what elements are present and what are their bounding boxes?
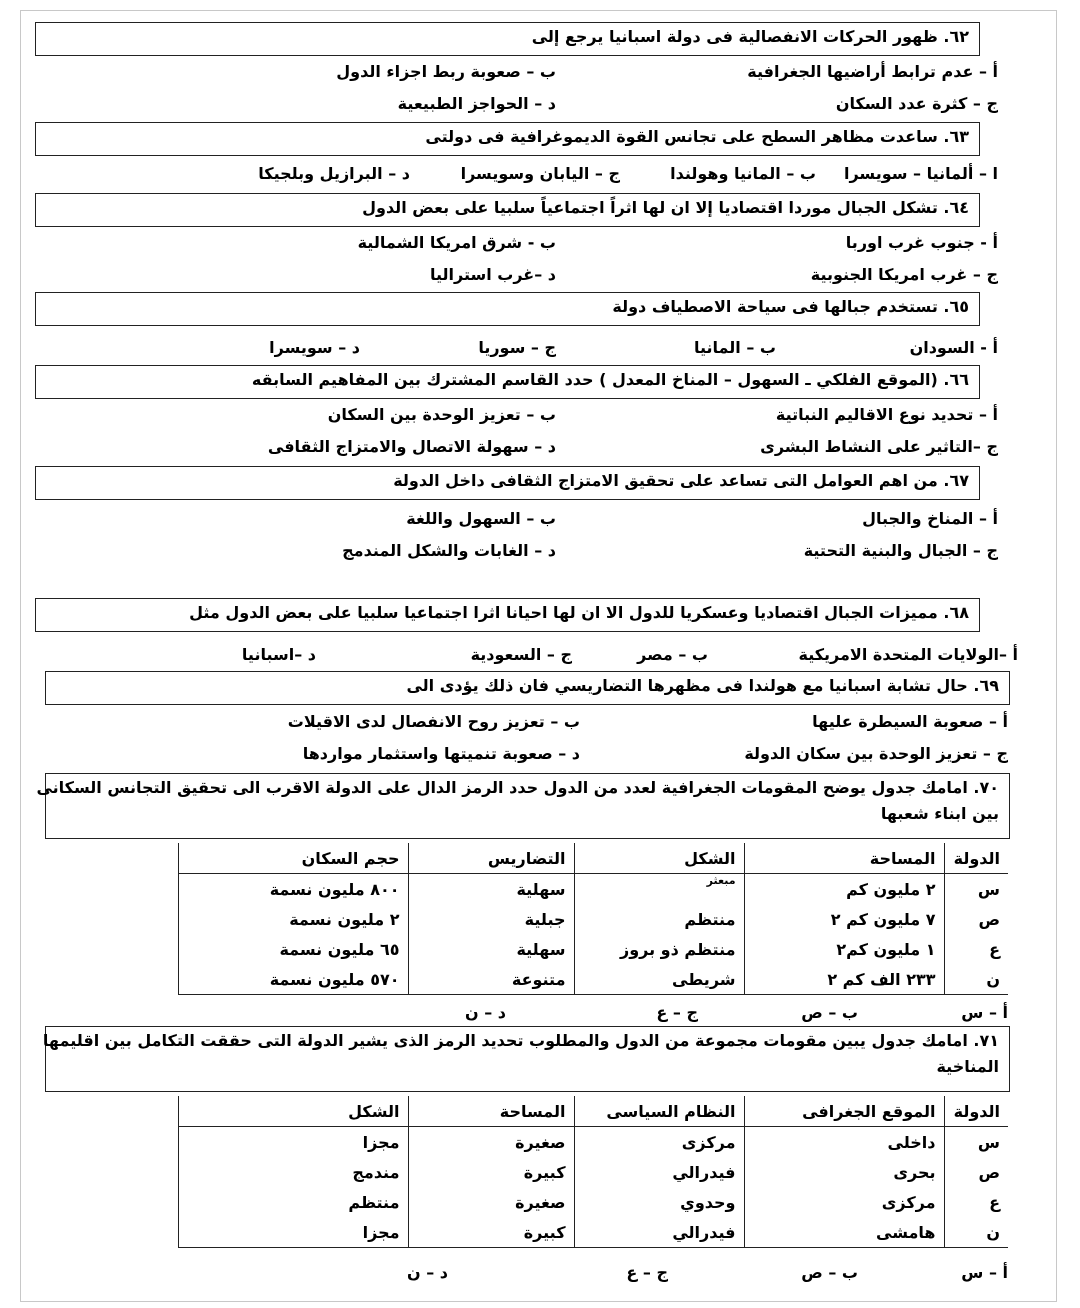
q65-option-c[interactable]: ج – سوريا <box>478 338 556 357</box>
table-cell: صغيرة <box>408 1187 574 1217</box>
table-cell: صغيرة <box>408 1127 574 1158</box>
table-cell: ٥٧٠ مليون نسمة <box>178 964 408 995</box>
q62-option-d[interactable]: د – الحواجز الطبيعية <box>397 94 556 113</box>
table-cell: ع <box>944 934 1008 964</box>
question-63-stem: ٦٣. ساعدت مظاهر السطح على تجانس القوة الديموغرافية فى دولتى <box>35 122 980 156</box>
q65-option-a[interactable]: أ - السودان <box>909 338 998 357</box>
q66-option-b[interactable]: ب – تعزيز الوحدة بين السكان <box>327 405 556 424</box>
q71-header-area: المساحة <box>408 1096 574 1127</box>
q71-header-location: الموقع الجغرافى <box>744 1096 944 1127</box>
q66-option-d[interactable]: د – سهولة الاتصال والامتزاج الثقافى <box>267 437 556 456</box>
q70-header-shape: الشكل <box>574 843 744 874</box>
q70-option-c[interactable]: ج – ع <box>656 1003 698 1022</box>
table-cell: ٨٠٠ مليون نسمة <box>178 874 408 905</box>
q67-option-b[interactable]: ب – السهول واللغة <box>406 509 556 528</box>
table-cell: منتظم <box>178 1187 408 1217</box>
q68-option-b[interactable]: ب – مصر <box>637 645 708 664</box>
table-cell: سهلية <box>408 874 574 905</box>
q68-option-a[interactable]: أ –الولايات المتحدة الامريكية <box>798 645 1018 664</box>
table-row <box>178 1187 1008 1217</box>
q71-option-c[interactable]: ج – ع <box>626 1263 668 1282</box>
table-cell: مجزا <box>178 1217 408 1248</box>
q66-option-c[interactable]: ج –التاثير على النشاط البشرى <box>760 437 998 456</box>
q65-option-d[interactable]: د – سويسرا <box>269 338 360 357</box>
table-cell: ١ مليون كم٢ <box>744 934 944 964</box>
q62-option-b[interactable]: ب – صعوبة ربط اجزاء الدول <box>336 62 556 81</box>
table-cell: ص <box>944 1157 1008 1187</box>
table-cell: مجزا <box>178 1127 408 1158</box>
q70-table <box>178 843 1008 995</box>
table-cell: داخلى <box>744 1127 944 1158</box>
q67-option-a[interactable]: أ – المناخ والجبال <box>862 509 998 528</box>
question-67-stem: ٦٧. من اهم العوامل التى تساعد على تحقيق الامتزاج الثقافى داخل الدولة <box>35 466 980 500</box>
q70-option-d[interactable]: د – ن <box>464 1003 506 1022</box>
q70-header-population: حجم السكان <box>178 843 408 874</box>
table-cell: ٢٣٣ الف كم ٢ <box>744 964 944 995</box>
q64-option-d[interactable]: د –غرب استراليا <box>429 265 556 284</box>
table-row <box>178 1217 1008 1248</box>
q69-option-d[interactable]: د – صعوبة تنميتها واستثمار مواردها <box>302 744 580 763</box>
table-cell: س <box>944 1127 1008 1158</box>
question-65-stem: ٦٥. تستخدم جبالها فى سياحة الاصطياف دولة <box>35 292 980 326</box>
q67-option-d[interactable]: د – الغابات والشكل المندمج <box>342 541 556 560</box>
q70-option-a[interactable]: أ – س <box>961 1003 1008 1022</box>
q63-option-b[interactable]: ب – المانيا وهولندا <box>670 164 816 183</box>
table-cell: مركزى <box>574 1127 744 1158</box>
q71-option-b[interactable]: ب – ص <box>801 1263 858 1282</box>
q64-option-c[interactable]: ج – غرب امريكا الجنوبية <box>810 265 998 284</box>
q71-table <box>178 1096 1008 1248</box>
q64-option-a[interactable]: أ - جنوب غرب اوربا <box>845 233 998 252</box>
q70-header-country: الدولة <box>944 843 1008 874</box>
table-row <box>178 1157 1008 1187</box>
q70-header-relief: التضاريس <box>408 843 574 874</box>
table-cell: فيدرالي <box>574 1217 744 1248</box>
question-70-stem-line1: ٧٠. امامك جدول يوضح المقومات الجغرافية لعدد من الدول حدد الرمز الدال على الدولة الاقرب الى تحقيق التجانس السكانى <box>36 778 999 797</box>
question-66-stem: ٦٦. (الموقع الفلكي ـ السهول – المناخ المعدل ) حدد القاسم المشترك بين المفاهيم السابقه <box>35 365 980 399</box>
q62-option-a[interactable]: أ – عدم ترابط أراضيها الجغرافية <box>747 62 998 81</box>
q66-option-a[interactable]: أ – تحديد نوع الاقاليم النباتية <box>775 405 998 424</box>
q71-header-political-system: النظام السياسى <box>574 1096 744 1127</box>
question-62-stem: ٦٢. ظهور الحركات الانفصالية فى دولة اسبانيا يرجع إلى <box>35 22 980 56</box>
table-cell: فيدرالي <box>574 1157 744 1187</box>
q71-header-country: الدولة <box>944 1096 1008 1127</box>
table-cell: ٢ مليون نسمة <box>178 904 408 934</box>
table-cell: بحرى <box>744 1157 944 1187</box>
q65-option-b[interactable]: ب – المانيا <box>694 338 776 357</box>
table-cell: س <box>944 874 1008 905</box>
q69-option-c[interactable]: ج – تعزيز الوحدة بين سكان الدولة <box>744 744 1008 763</box>
q71-option-d[interactable]: د – ن <box>406 1263 448 1282</box>
question-70-stem-line2: بين ابناء شعبها <box>880 804 999 823</box>
q68-option-c[interactable]: ج – السعودية <box>470 645 572 664</box>
q70-option-b[interactable]: ب – ص <box>801 1003 858 1022</box>
table-cell: ن <box>944 1217 1008 1248</box>
table-cell: ٢ مليون كم <box>744 874 944 905</box>
table-cell: مركزى <box>744 1187 944 1217</box>
question-71-stem-line1: ٧١. امامك جدول يبين مقومات مجموعة من الدول والمطلوب تحديد الرمز الذى يشير الدولة التى حققت التكامل بين اقليمها <box>42 1031 999 1050</box>
q68-option-d[interactable]: د –اسبانيا <box>241 645 316 664</box>
q67-option-c[interactable]: ج – الجبال والبنية التحتية <box>803 541 998 560</box>
table-row <box>178 964 1008 995</box>
question-68-stem: ٦٨. مميزات الجبال اقتصاديا وعسكريا للدول الا ان لها احيانا اثرا اجتماعيا سلبيا على بعض الدول مثل <box>35 598 980 632</box>
q64-option-b[interactable]: ب - شرق امريكا الشمالية <box>357 233 556 252</box>
table-cell: جبلية <box>408 904 574 934</box>
table-cell: وحدوي <box>574 1187 744 1217</box>
table-row <box>178 904 1008 934</box>
q63-option-d[interactable]: د – البرازيل وبلجيكا <box>258 164 410 183</box>
question-64-stem: ٦٤. تشكل الجبال موردا اقتصاديا إلا ان لها اثراً اجتماعياً سلبيا على بعض الدول <box>35 193 980 227</box>
question-70-stem <box>36 773 1010 839</box>
table-cell: ٦٥ مليون نسمة <box>178 934 408 964</box>
question-69-stem: ٦٩. حال تشابة اسبانيا مع هولندا فى مظهرها التضاريسي فان ذلك يؤدى الى <box>45 671 1010 705</box>
q62-option-c[interactable]: ج – كثرة عدد السكان <box>835 94 998 113</box>
q63-option-c[interactable]: ج – اليابان وسويسرا <box>460 164 620 183</box>
q69-option-b[interactable]: ب – تعزيز روح الانفصال لدى الاقيلات <box>287 712 580 731</box>
q69-option-a[interactable]: أ – صعوبة السيطرة عليها <box>812 712 1008 731</box>
table-cell: متنوعة <box>408 964 574 995</box>
table-row <box>178 1127 1008 1158</box>
table-cell: كبيرة <box>408 1217 574 1248</box>
table-cell: كبيرة <box>408 1157 574 1187</box>
question-71-stem-line2: المناخية <box>936 1057 999 1076</box>
table-cell: منتظم <box>574 904 744 934</box>
q71-header-shape: الشكل <box>178 1096 408 1127</box>
table-row <box>178 934 1008 964</box>
table-cell: منتظم ذو بروز <box>574 934 744 964</box>
table-cell: ع <box>944 1187 1008 1217</box>
question-71-stem <box>42 1026 1010 1092</box>
table-cell: شريطى <box>574 964 744 995</box>
table-cell: ن <box>944 964 1008 995</box>
table-cell: ٧ مليون كم ٢ <box>744 904 944 934</box>
table-cell: مبعثر <box>574 874 744 905</box>
table-cell: ص <box>944 904 1008 934</box>
table-cell: مندمج <box>178 1157 408 1187</box>
table-cell: هامشى <box>744 1217 944 1248</box>
q71-option-a[interactable]: أ – س <box>961 1263 1008 1282</box>
table-row <box>178 874 1008 905</box>
q63-option-a[interactable]: ا – ألمانيا – سويسرا <box>843 164 998 183</box>
table-cell: سهلية <box>408 934 574 964</box>
q70-header-area: المساحة <box>744 843 944 874</box>
